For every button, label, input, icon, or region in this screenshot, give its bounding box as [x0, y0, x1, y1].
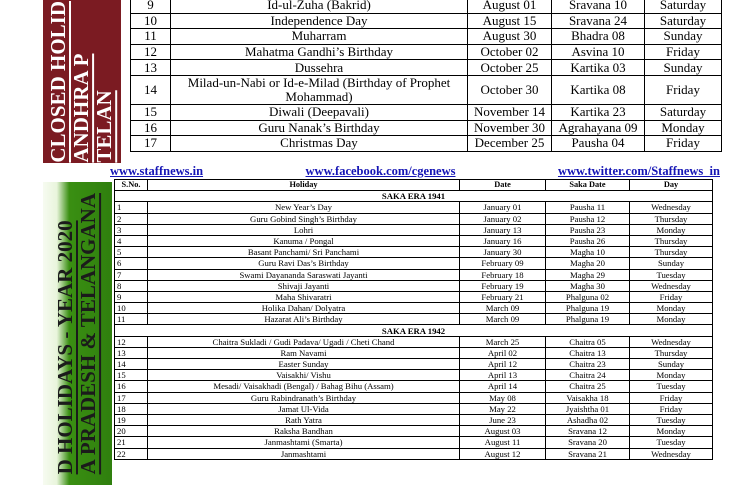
cell-saka: Pausha 23	[546, 224, 630, 235]
cell-holiday: New Year’s Day	[148, 202, 460, 213]
cell-holiday: Shivaji Jayanti	[148, 280, 460, 291]
cell-holiday: Guru Ravi Das’s Birthday	[148, 258, 460, 269]
cell-saka: Magha 20	[546, 258, 630, 269]
cell-saka: Pausha 12	[546, 213, 630, 224]
cell-day: Sunday	[630, 359, 713, 370]
cell-holiday: Maha Shivaratri	[148, 291, 460, 302]
table-row	[115, 336, 713, 347]
cell-day: Wednesday	[630, 448, 713, 459]
cell-day: Tuesday	[630, 269, 713, 280]
cell-sn: 21	[115, 437, 148, 448]
cell-date: April 14	[460, 381, 546, 392]
cell-saka: Sravana 12	[546, 426, 630, 437]
cell-date: May 08	[460, 392, 546, 403]
cell-sn: 10	[115, 303, 148, 314]
cell-saka: Chaitra 25	[546, 381, 630, 392]
cell-day: Monday	[630, 370, 713, 381]
cell-date: February 18	[460, 269, 546, 280]
cell-date: January 02	[460, 213, 546, 224]
cell-day: Monday	[645, 120, 722, 136]
cell-holiday: Mahatma Gandhi’s Birthday	[171, 44, 468, 60]
cell-sn: 9	[131, 0, 171, 13]
cell-date: February 19	[460, 280, 546, 291]
cell-day: Friday	[645, 44, 722, 60]
cell-saka: Kartika 23	[552, 104, 645, 120]
cell-date: January 01	[460, 202, 546, 213]
table-row	[115, 403, 713, 414]
cell-holiday: Janmashtami (Smarta)	[148, 437, 460, 448]
cell-date: August 01	[468, 0, 552, 13]
cell-date: May 22	[460, 403, 546, 414]
cell-saka: Pausha 04	[552, 136, 645, 152]
cell-sn: 12	[115, 336, 148, 347]
cell-day: Tuesday	[630, 414, 713, 425]
cell-holiday: Muharram	[171, 29, 468, 45]
cell-sn: 9	[115, 291, 148, 302]
table-row	[115, 392, 713, 403]
cell-saka: Sravana 21	[546, 448, 630, 459]
cell-date: October 25	[468, 60, 552, 76]
cell-saka: Chaitra 24	[546, 370, 630, 381]
table-row	[115, 269, 713, 280]
cell-saka: Sravana 24	[552, 13, 645, 29]
cell-day: Monday	[630, 303, 713, 314]
cell-saka: Kartika 03	[552, 60, 645, 76]
era-heading-row	[115, 191, 713, 202]
cell-date: April 02	[460, 347, 546, 358]
cell-sn: 4	[115, 235, 148, 246]
cell-holiday: Jamat Ul-Vida	[148, 403, 460, 414]
cell-date: August 15	[468, 13, 552, 29]
table-row	[115, 437, 713, 448]
cell-date: August 11	[460, 437, 546, 448]
cell-day: Thursday	[630, 247, 713, 258]
website-links	[110, 164, 720, 179]
table-row	[115, 314, 713, 325]
table-row	[131, 44, 722, 60]
cell-saka: Sravana 10	[552, 0, 645, 13]
header-date: Date	[460, 180, 546, 191]
cell-date: January 16	[460, 235, 546, 246]
cell-holiday: Hazarat Ali’s Birthday	[148, 314, 460, 325]
header-saka: Saka Date	[546, 180, 630, 191]
era-heading-row	[115, 325, 713, 336]
table-row	[115, 213, 713, 224]
cell-date: February 21	[460, 291, 546, 302]
link-twitter[interactable]: www.twitter.com/Staffnews_in	[557, 164, 720, 178]
cell-day: Tuesday	[630, 437, 713, 448]
table-row	[115, 291, 713, 302]
table-row	[115, 448, 713, 459]
closed-holidays-table-top	[130, 0, 722, 152]
cell-day: Wednesday	[630, 280, 713, 291]
table-row	[131, 120, 722, 136]
cell-sn: 20	[115, 426, 148, 437]
cell-date: October 02	[468, 44, 552, 60]
cell-holiday: Holika Dahan/ Dolyatra	[148, 303, 460, 314]
cell-sn: 6	[115, 258, 148, 269]
cell-sn: 17	[131, 136, 171, 152]
cell-saka: Magha 29	[546, 269, 630, 280]
cell-day: Friday	[645, 75, 722, 104]
cell-date: August 30	[468, 29, 552, 45]
closed-holidays-2020-banner	[43, 182, 112, 485]
cell-holiday: Diwali (Deepavali)	[171, 104, 468, 120]
closed-holidays-banner	[43, 0, 121, 163]
cell-holiday: Guru Gobind Singh’s Birthday	[148, 213, 460, 224]
cell-holiday: Raksha Bandhan	[148, 426, 460, 437]
table-row	[131, 136, 722, 152]
cell-holiday: Swami Dayananda Saraswati Jayanti	[148, 269, 460, 280]
cell-saka: Jyaishtha 01	[546, 403, 630, 414]
cell-holiday: Ram Navami	[148, 347, 460, 358]
cell-saka: Chaitra 13	[546, 347, 630, 358]
table-row	[115, 359, 713, 370]
cell-sn: 12	[131, 44, 171, 60]
cell-saka: Chaitra 23	[546, 359, 630, 370]
cell-saka: Chaitra 05	[546, 336, 630, 347]
cell-day: Sunday	[645, 60, 722, 76]
cell-date: November 14	[468, 104, 552, 120]
cell-date: June 23	[460, 414, 546, 425]
cell-sn: 15	[131, 104, 171, 120]
cell-date: March 09	[460, 314, 546, 325]
banner-line-2: ANDHRA P	[69, 53, 94, 163]
cell-day: Monday	[630, 224, 713, 235]
era-heading: SAKA ERA 1942	[115, 325, 713, 336]
table-row	[131, 75, 722, 104]
cell-holiday: Kanuma / Pongal	[148, 235, 460, 246]
cell-sn: 13	[115, 347, 148, 358]
cell-holiday: Dussehra	[171, 60, 468, 76]
cell-saka: Ashadha 02	[546, 414, 630, 425]
cell-day: Thursday	[630, 213, 713, 224]
cell-holiday: Id-ul-Zuha (Bakrid)	[171, 0, 468, 13]
banner2-line-2: A PRADESH & TELANGANA	[76, 192, 101, 475]
table-row	[115, 202, 713, 213]
table-row	[131, 104, 722, 120]
cell-holiday: Guru Rabindranath’s Birthday	[148, 392, 460, 403]
cell-saka: Phalguna 02	[546, 291, 630, 302]
cell-sn: 2	[115, 213, 148, 224]
cell-saka: Asvina 10	[552, 44, 645, 60]
cell-day: Saturday	[645, 0, 722, 13]
cell-saka: Pausha 26	[546, 235, 630, 246]
header-day: Day	[630, 180, 713, 191]
table-row	[115, 370, 713, 381]
cell-sn: 14	[115, 359, 148, 370]
cell-day: Monday	[630, 314, 713, 325]
cell-sn: 18	[115, 403, 148, 414]
table-row	[115, 303, 713, 314]
cell-date: March 09	[460, 303, 546, 314]
cell-saka: Sravana 20	[546, 437, 630, 448]
cell-date: December 25	[468, 136, 552, 152]
table-row	[131, 60, 722, 76]
header-holiday: Holiday	[148, 180, 460, 191]
cell-holiday: Janmashtami	[148, 448, 460, 459]
cell-date: October 30	[468, 75, 552, 104]
banner-line-3: TELAN	[92, 89, 117, 163]
cell-sn: 11	[131, 29, 171, 45]
cell-holiday: Basant Panchami/ Sri Panchami	[148, 247, 460, 258]
cell-holiday: Independence Day	[171, 13, 468, 29]
cell-sn: 11	[115, 314, 148, 325]
cell-date: August 12	[460, 448, 546, 459]
cell-day: Saturday	[645, 13, 722, 29]
cell-saka: Phalguna 19	[546, 303, 630, 314]
table-header-row	[115, 180, 713, 191]
cell-day: Friday	[630, 392, 713, 403]
table-row	[131, 0, 722, 13]
cell-sn: 16	[131, 120, 171, 136]
cell-sn: 16	[115, 381, 148, 392]
cell-day: Friday	[630, 291, 713, 302]
cell-saka: Bhadra 08	[552, 29, 645, 45]
cell-saka: Magha 30	[546, 280, 630, 291]
cell-saka: Agrahayana 09	[552, 120, 645, 136]
cell-holiday: Chaitra Sukladi / Gudi Padava/ Ugadi / Cheti Chand	[148, 336, 460, 347]
cell-date: April 13	[460, 370, 546, 381]
cell-day: Friday	[645, 136, 722, 152]
cell-day: Wednesday	[630, 202, 713, 213]
cell-day: Saturday	[645, 104, 722, 120]
holidays-2020-table	[114, 179, 713, 460]
cell-date: November 30	[468, 120, 552, 136]
cell-sn: 1	[115, 202, 148, 213]
cell-sn: 17	[115, 392, 148, 403]
cell-sn: 13	[131, 60, 171, 76]
table-row	[115, 347, 713, 358]
cell-date: August 03	[460, 426, 546, 437]
cell-holiday: Vaisakhi/ Vishu	[148, 370, 460, 381]
table-row	[131, 13, 722, 29]
cell-holiday: Milad-un-Nabi or Id-e-Milad (Birthday of Prophet Mohammad)	[171, 75, 468, 104]
table-row	[115, 224, 713, 235]
cell-sn: 5	[115, 247, 148, 258]
table-row	[115, 426, 713, 437]
table-row	[115, 235, 713, 246]
cell-sn: 19	[115, 414, 148, 425]
table-row	[131, 29, 722, 45]
cell-day: Monday	[630, 426, 713, 437]
cell-sn: 3	[115, 224, 148, 235]
cell-date: January 30	[460, 247, 546, 258]
cell-day: Friday	[630, 403, 713, 414]
cell-holiday: Mesadi/ Vaisakhadi (Bengal) / Bahag Bihu (Assam)	[148, 381, 460, 392]
cell-saka: Phalguna 19	[546, 314, 630, 325]
cell-sn: 15	[115, 370, 148, 381]
cell-date: March 25	[460, 336, 546, 347]
cell-day: Tuesday	[630, 381, 713, 392]
cell-day: Thursday	[630, 235, 713, 246]
cell-date: April 12	[460, 359, 546, 370]
cell-day: Thursday	[630, 347, 713, 358]
cell-sn: 22	[115, 448, 148, 459]
cell-sn: 10	[131, 13, 171, 29]
era-heading: SAKA ERA 1941	[115, 191, 713, 202]
cell-day: Sunday	[645, 29, 722, 45]
cell-holiday: Easter Sunday	[148, 359, 460, 370]
link-facebook[interactable]: www.facebook.com/cgenews	[305, 164, 456, 178]
cell-saka: Vaisakha 18	[546, 392, 630, 403]
cell-holiday: Lohri	[148, 224, 460, 235]
cell-day: Wednesday	[630, 336, 713, 347]
cell-saka: Kartika 08	[552, 75, 645, 104]
cell-holiday: Guru Nanak’s Birthday	[171, 120, 468, 136]
link-staffnews[interactable]: www.staffnews.in	[110, 164, 204, 178]
cell-saka: Pausha 11	[546, 202, 630, 213]
cell-sn: 14	[131, 75, 171, 104]
table-row	[115, 247, 713, 258]
cell-sn: 7	[115, 269, 148, 280]
table-row	[115, 258, 713, 269]
cell-saka: Magha 10	[546, 247, 630, 258]
cell-sn: 8	[115, 280, 148, 291]
cell-holiday: Rath Yatra	[148, 414, 460, 425]
table-row	[115, 414, 713, 425]
cell-holiday: Christmas Day	[171, 136, 468, 152]
table-row	[115, 381, 713, 392]
header-sn: S.No.	[115, 180, 148, 191]
banner2-line-1: D HOLIDAYS - YEAR 2020	[53, 220, 78, 475]
cell-date: January 13	[460, 224, 546, 235]
cell-day: Sunday	[630, 258, 713, 269]
cell-date: February 09	[460, 258, 546, 269]
banner-line-1: CLOSED HOLID	[46, 0, 71, 163]
table-row	[115, 280, 713, 291]
